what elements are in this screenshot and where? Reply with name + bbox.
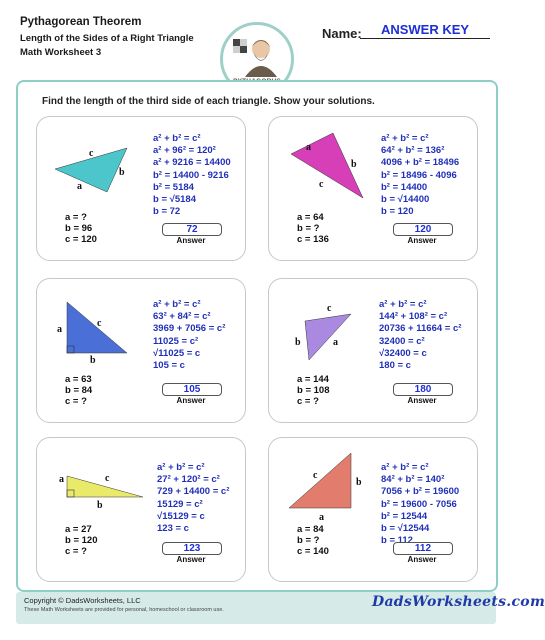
triangle-4-label-a: a <box>333 337 338 348</box>
given-line: b = 120 <box>65 535 98 546</box>
solution-step: a² + 96² = 120² <box>153 145 216 157</box>
given-line: b = 108 <box>297 385 330 396</box>
triangle-2-label-b: b <box>351 159 357 170</box>
solution-steps <box>381 133 459 218</box>
solution-step: b = √5184 <box>153 194 196 206</box>
given-line: a = 144 <box>297 374 329 385</box>
solution-steps <box>379 299 461 372</box>
answer-label: Answer <box>407 555 437 564</box>
problem-card-3 <box>36 278 246 423</box>
solution-step: b = 120 <box>381 206 414 218</box>
answer-label: Answer <box>176 396 206 405</box>
copyright-text: Copyright © DadsWorksheets, LLC <box>24 596 141 605</box>
solution-step: 3969 + 7056 = c² <box>153 323 226 335</box>
answer-box: 180 <box>393 383 453 396</box>
solution-step: √11025 = c <box>153 347 201 359</box>
instructions: Find the length of the third side of each triangle. Show your solutions. <box>42 96 375 107</box>
solution-step: 123 = c <box>157 523 189 535</box>
solution-step: b² = 14400 <box>381 181 428 193</box>
answer-box: 112 <box>393 542 453 555</box>
triangle-3-label-a: a <box>57 324 62 335</box>
solution-step: b = √14400 <box>381 194 430 206</box>
solution-step: b² = 19600 - 7056 <box>381 498 457 510</box>
name-line <box>360 38 490 39</box>
triangle-3-label-c: c <box>97 318 102 329</box>
given-values <box>65 374 92 407</box>
solution-steps <box>381 462 459 547</box>
given-values <box>297 212 329 245</box>
solution-step: b² = 14400 - 9216 <box>153 169 229 181</box>
given-line: b = ? <box>297 223 320 234</box>
given-line: b = ? <box>297 535 320 546</box>
solution-step: 180 = c <box>379 360 411 372</box>
answer-box: 120 <box>393 223 453 236</box>
given-line: a = 84 <box>297 524 324 535</box>
solution-step: b = 112 <box>381 535 413 547</box>
given-values <box>65 212 97 245</box>
triangle-1-label-b: b <box>119 167 125 178</box>
triangle-2-label-c: c <box>319 179 324 190</box>
dadsworksheets-logo[interactable]: DadsWorksheets.com <box>372 594 545 610</box>
triangle-6-label-a: a <box>319 512 324 523</box>
given-line: a = 27 <box>65 524 92 535</box>
solution-steps <box>153 133 231 218</box>
problem-card-5 <box>36 437 246 582</box>
answer-label: Answer <box>407 396 437 405</box>
answer-box: 123 <box>162 542 222 555</box>
given-line: c = ? <box>65 396 87 407</box>
problem-card-2 <box>268 116 478 261</box>
triangle-4-label-c: c <box>327 303 332 314</box>
solution-step: b = 72 <box>153 206 181 218</box>
solution-step: b² = 12544 <box>381 510 428 522</box>
solution-step: 4096 + b² = 18496 <box>381 157 460 169</box>
solution-step: a² + b² = c² <box>381 462 429 473</box>
solution-step: 15129 = c² <box>157 498 203 510</box>
triangle-5-label-a: a <box>59 474 64 485</box>
answer-box: 105 <box>162 383 222 396</box>
solution-step: b² = 5184 <box>153 181 194 193</box>
given-line: c = ? <box>65 546 87 557</box>
solution-step: a² + b² = c² <box>153 299 201 310</box>
given-line: a = 64 <box>297 212 324 223</box>
triangle-4-label-b: b <box>295 337 301 348</box>
problem-card-1 <box>36 116 246 261</box>
given-line: c = 140 <box>297 546 329 557</box>
given-line: a = ? <box>65 212 87 223</box>
solution-step: 64² + b² = 136² <box>381 145 445 157</box>
given-values <box>65 524 97 557</box>
given-line: c = 120 <box>65 234 97 245</box>
triangle-6-label-b: b <box>356 477 362 488</box>
solution-steps <box>153 299 225 372</box>
solution-step: √32400 = c <box>379 347 427 359</box>
triangle-1-label-c: c <box>89 148 94 159</box>
given-line: b = 84 <box>65 385 93 396</box>
answer-key-text: ANSWER KEY <box>380 22 470 37</box>
solution-step: 32400 = c² <box>379 335 425 347</box>
solution-steps <box>157 462 229 535</box>
triangle-6-label-c: c <box>313 470 318 481</box>
solution-step: a² + b² = c² <box>153 133 201 144</box>
given-line: a = 63 <box>65 374 92 385</box>
solution-step: 144² + 108² = c² <box>379 311 448 323</box>
name-label: Name: <box>322 26 362 41</box>
worksheet-subtitle: Length of the Sides of a Right Triangle <box>20 33 194 44</box>
solution-step: b = √12544 <box>381 523 430 535</box>
answer-label: Answer <box>176 236 206 245</box>
solution-step: 84² + b² = 140² <box>381 474 445 486</box>
solution-step: a² + b² = c² <box>379 299 427 310</box>
given-line: b = 96 <box>65 223 93 234</box>
problem-card-6 <box>268 437 478 582</box>
solution-step: 105 = c <box>153 360 185 372</box>
solution-step: √15129 = c <box>157 510 205 522</box>
answer-label: Answer <box>176 555 206 564</box>
given-line: c = ? <box>297 396 319 407</box>
answer-label: Answer <box>407 236 437 245</box>
triangle-6 <box>289 453 351 508</box>
triangle-5-label-c: c <box>105 473 110 484</box>
usage-note: These Math Worksheets are provided for personal, homeschool or classroom use. <box>24 607 224 613</box>
solution-step: 11025 = c² <box>153 335 199 347</box>
solution-step: 20736 + 11664 = c² <box>379 323 462 335</box>
worksheet-title: Pythagorean Theorem <box>20 16 142 28</box>
solution-step: b² = 18496 - 4096 <box>381 169 457 181</box>
problem-card-4 <box>268 278 478 423</box>
triangle-4 <box>305 314 351 360</box>
given-values <box>297 524 329 557</box>
solution-step: 63² + 84² = c² <box>153 311 211 323</box>
solution-step: 27² + 120² = c² <box>157 474 220 486</box>
triangle-5-label-b: b <box>97 500 103 511</box>
solution-step: 7056 + b² = 19600 <box>381 486 460 498</box>
given-line: c = 136 <box>297 234 329 245</box>
solution-step: a² + b² = c² <box>381 133 429 144</box>
solution-step: a² + 9216 = 14400 <box>153 157 231 169</box>
answer-box: 72 <box>162 223 222 236</box>
given-values <box>297 374 329 407</box>
triangle-1-label-a: a <box>77 181 82 192</box>
solution-step: a² + b² = c² <box>157 462 205 473</box>
solution-step: 729 + 14400 = c² <box>157 486 230 498</box>
worksheet-number: Math Worksheet 3 <box>20 47 102 58</box>
triangle-3-label-b: b <box>90 355 96 366</box>
triangle-2-label-a: a <box>306 142 311 153</box>
